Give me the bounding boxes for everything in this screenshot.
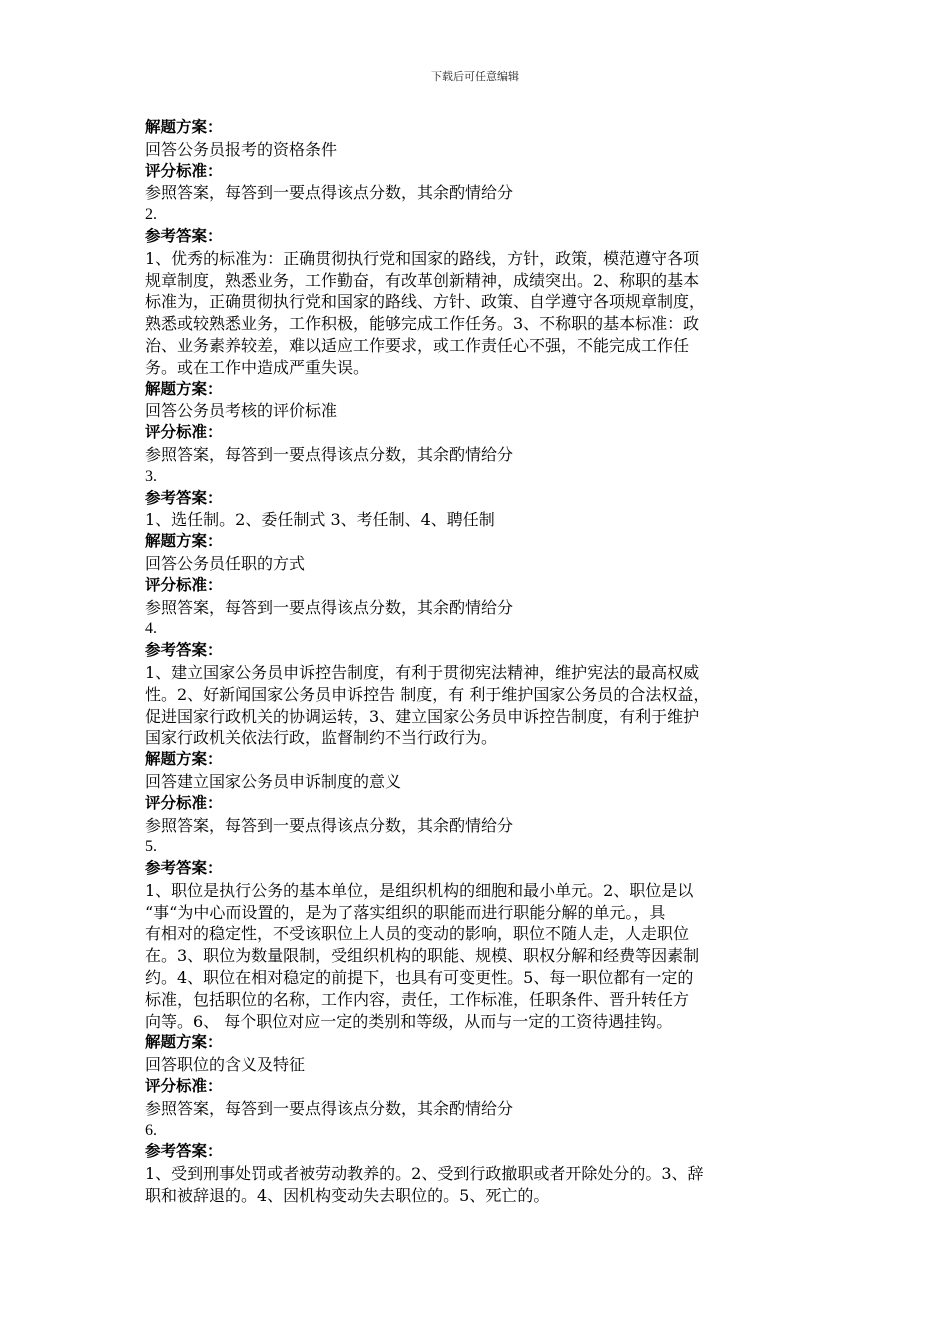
text-line: 1、选任制。2、委任制式 3、考任制、4、聘任制 — [145, 510, 495, 530]
text-line: 在。3、职位为数量限制，受组织机构的职能、规模、职权分解和经费等因素制 — [145, 946, 700, 966]
text-line: “事“为中心而设置的，是为了落实组织的职能而进行职能分解的单元。，具 — [145, 902, 666, 922]
text-line: 回答建立国家公务员申诉制度的意义 — [145, 771, 402, 791]
text-line: 参照答案，每答到一要点得该点分数，其余酌情给分 — [145, 183, 514, 203]
text-line: 回答公务员考核的评价标准 — [145, 401, 338, 421]
text-line: 参照答案，每答到一要点得该点分数，其余酌情给分 — [145, 444, 514, 464]
text-line: 规章制度，熟悉业务，工作勤奋，有改革创新精神，成绩突出。2、称职的基本 — [145, 270, 700, 290]
section-heading: 评分标准： — [145, 1077, 223, 1096]
section-heading: 评分标准： — [145, 575, 223, 594]
text-line: 1、职位是执行公务的基本单位，是组织机构的细胞和最小单元。2、职位是以 — [145, 880, 694, 900]
section-heading: 解题方案： — [145, 118, 223, 136]
text-line: 1、优秀的标准为：正确贯彻执行党和国家的路线，方针，政策，模范遵守各项 — [145, 248, 700, 268]
text-line: 1、建立国家公务员申诉控告制度，有利于贯彻宪法精神，维护宪法的最高权威 — [145, 662, 700, 682]
document-body — [145, 117, 815, 1207]
section-heading: 参考答案： — [145, 226, 223, 245]
section-heading: 评分标准： — [145, 793, 223, 812]
question-number: 4. — [145, 620, 157, 638]
text-line: 回答公务员报考的资格条件 — [145, 139, 338, 159]
text-line: 熟悉或较熟悉业务，工作积极，能够完成工作任务。3、不称职的基本标准：政 — [145, 314, 700, 334]
question-number: 5. — [145, 838, 157, 856]
text-line: 参照答案，每答到一要点得该点分数，其余酌情给分 — [145, 815, 514, 835]
text-line: 治、业务素养较差，难以适应工作要求，或工作责任心不强，不能完成工作任 — [145, 335, 690, 355]
text-line: 回答职位的含义及特征 — [145, 1055, 306, 1075]
text-line: 参照答案，每答到一要点得该点分数，其余酌情给分 — [145, 597, 514, 617]
text-line: 向等。6、 每个职位对应一定的类别和等级，从而与一定的工资待遇挂钩。 — [145, 1011, 673, 1031]
question-number: 3. — [145, 467, 157, 485]
section-heading: 评分标准： — [145, 161, 223, 180]
question-number: 2. — [145, 206, 157, 224]
text-line: 回答公务员任职的方式 — [145, 553, 306, 573]
text-line: 标准，包括职位的名称，工作内容，责任，工作标准，任职条件、晋升转任方 — [145, 989, 690, 1009]
text-line: 国家行政机关依法行政，监督制约不当行政行为。 — [145, 728, 498, 748]
text-line: 务。或在工作中造成严重失误。 — [145, 357, 370, 377]
section-heading: 解题方案： — [145, 750, 223, 769]
section-heading: 解题方案： — [145, 1033, 223, 1052]
question-number: 6. — [145, 1121, 157, 1139]
text-line: 参照答案，每答到一要点得该点分数，其余酌情给分 — [145, 1098, 514, 1118]
section-heading: 参考答案： — [145, 488, 223, 507]
section-heading: 参考答案： — [145, 1142, 223, 1161]
text-line: 约。4、职位在相对稳定的前提下，也具有可变更性。5、每一职位都有一定的 — [145, 968, 694, 988]
section-heading: 参考答案： — [145, 641, 223, 660]
section-heading: 评分标准： — [145, 423, 223, 442]
text-line: 标准为，正确贯彻执行党和国家的路线、方针、政策、自学遵守各项规章制度， — [145, 292, 706, 312]
page-header: 下载后可任意编辑 — [431, 70, 519, 83]
text-line: 1、受到刑事处罚或者被劳动教养的。2、受到行政撤职或者开除处分的。3、辞 — [145, 1164, 704, 1184]
text-line: 职和被辞退的。4、因机构变动失去职位的。5、死亡的。 — [145, 1186, 550, 1206]
section-heading: 解题方案： — [145, 379, 223, 398]
text-line: 性。2、好新闻国家公务员申诉控告 制度，有 利于维护国家公务员的合法权益， — [145, 684, 710, 704]
section-heading: 参考答案： — [145, 859, 223, 878]
text-line: 促进国家行政机关的协调运转，3、建立国家公务员申诉控告制度，有利于维护 — [145, 706, 700, 726]
section-heading: 解题方案： — [145, 532, 223, 551]
text-line: 有相对的稳定性，不受该职位上人员的变动的影响，职位不随人走，人走职位 — [145, 924, 690, 944]
